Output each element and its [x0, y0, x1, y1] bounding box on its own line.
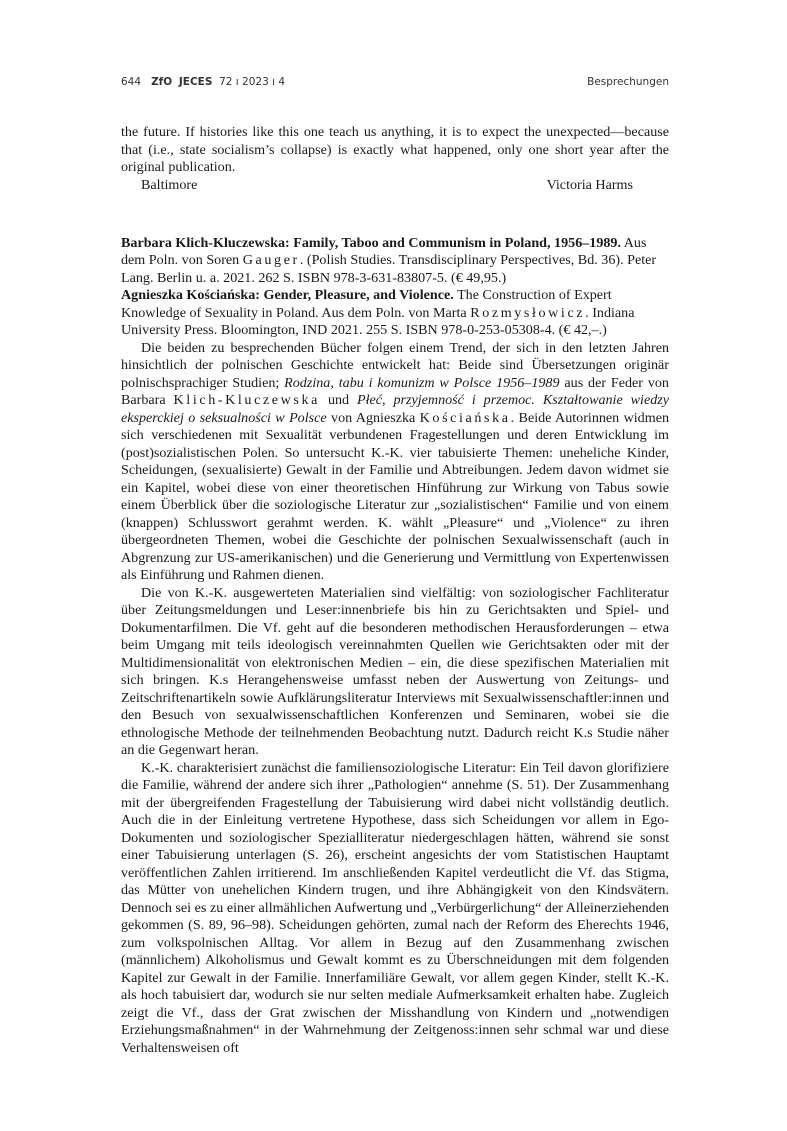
- page-number: 644: [121, 76, 142, 88]
- section-gap: [121, 195, 669, 235]
- paragraph-1-text-c: und: [327, 392, 350, 408]
- author-name-2: Kościańska: [419, 409, 511, 426]
- signoff-reviewer: Victoria Harms: [546, 176, 633, 193]
- book-entry-2: [121, 287, 669, 340]
- previous-review-signoff: [121, 177, 669, 195]
- book-1-title: Barbara Klich-Kluczewska: Family, Taboo and Communism in Poland, 1956–1989.: [121, 234, 621, 251]
- section-title: Besprechungen: [587, 76, 669, 88]
- book-2-subtitle: The Construction of Expert Knowledge of Sexuality in Poland. Aus dem Poln. von Marta: [121, 287, 612, 321]
- journal-name: JECES: [178, 76, 213, 88]
- book-2-translator: Rozmysłowicz: [470, 304, 586, 321]
- book-1-details: . (Polish Studies. Transdisciplinary Perspectives, Bd. 36). Peter Lang. Berlin u. a. 2021. 262 S. ISBN 978-3-631-83807-5. (€ 49,95.): [121, 252, 657, 286]
- review-body: [121, 124, 669, 1057]
- paragraph-1-text-e: . Beide Autorinnen widmen sich verschiedenen mit Sexualität verbundenen Fragestellungen und deren Entwicklung im (post)sozialistischen Polen. So untersucht K.-K. vier tabuisierte Themen: uneheliche Kinder, Scheidungen, (sexualisierte) Gewalt in der Familie und Abtreibungen. Jedem davon widmet sie ein Kapitel, wobei diese von einer theoretischen Hinführung zur Wirkung von Tabus sowie einem Überblick über die soziologische Literatur zur „sozialistischen“ Familie und von einem (knappen) Schlusswort gerahmt werden. K. wählt „Pleasure“ und „Violence“ zu ihren übergeordneten Themen, wobei die Geschichte der polnischen Sexualwissenschaft (auch in Abgrenzung zur US-amerikanischen) und die Generierung und Vermittlung von Expertenwissen als Einführung und Rahmen dienen.: [121, 409, 669, 583]
- paragraph-1-text-d: von Agnieszka: [331, 409, 416, 426]
- author-name-1: Klich-Kluczewska: [173, 392, 321, 408]
- header-left: [121, 76, 285, 88]
- journal-abbr: ZfO: [151, 76, 173, 88]
- book-2-details: . Indiana University Press. Bloomington, IND 2021. 255 S. ISBN 978-0-253-05308-4. (€ 42,–.): [121, 304, 635, 338]
- book-2-title: Agnieszka Kościańska: Gender, Pleasure, and Violence.: [121, 287, 454, 303]
- paragraph-1-text-a: Die beiden zu besprechenden Bücher folgen einem Trend, der sich in den letzten Jahren hinsichtlich der polnischen Geschichte entwickelt hat: Beide sind Übersetzungen originär polnischsprachiger Studien;: [121, 339, 669, 391]
- book-1-translator-prefix: Aus dem Poln. von Soren: [121, 234, 647, 268]
- running-header: [121, 76, 669, 90]
- polish-title-1: Rodzina, tabu i komunizm w Polsce 1956–1989: [284, 374, 560, 391]
- signoff-place: Baltimore: [141, 176, 198, 193]
- previous-review-closing: the future. If histories like this one teach us anything, it is to expect the unexpected—because that (i.e., state socialism’s collapse) is exactly what happened, only one short year after the original publication.: [121, 124, 669, 175]
- review-paragraph-2: Die von K.-K. ausgewerteten Materialien sind vielfältig: von soziologischer Fachliteratur über Zeitungsmeldungen und Leser:innenbriefe bis hin zu Gerichtsakten und Spiel- und Dokumentarfilmen. Die Vf. geht auf die besonderen methodischen Herausforderungen – etwa beim Umgang mit teils ideologisch vereinnahmten Quellen wie Gerichtsakten oder mit der Multidimensionalität von elektronischen Medien – ein, die diese spezifischen Materialien mit sich bringen. K.s Herangehensweise umfasst neben der Auswertung von Zeitungs- und Zeitschriftenartikeln sowie Aufklärungsliteratur Interviews mit Sexualwissenschaftler:innen und den Besuch von sexualwissenschaftlichen Konferenzen und Seminaren, wobei sie die ethnologische Methode der teilnehmenden Beobachtung nutzt. Dadurch reicht K.s Studie näher an die Gegenwart heran.: [121, 584, 669, 758]
- review-paragraph-3: K.-K. charakterisiert zunächst die familiensoziologische Literatur: Ein Teil davon glorifiziere die Familie, während der andere sich ihrer „Pathologien“ annehme (S. 51). Der Zusammenhang mit der übergreifenden Fragestellung der Tabuisierung wird dabei nicht vollständig deutlich. Auch die in der Einleitung vertretene Hypothese, dass sich Scheidungen vor allem in Ego-Dokumenten und soziologischer Spezialliteratur niedergeschlagen hätten, während sie sonst einer Tabuisierung unterlagen (S. 26), erscheint angesichts der vom Statistischen Hauptamt veröffentlichen Zahlen irritierend. Im anschließenden Kapitel verdeutlicht die Vf. das Stigma, das Mütter von unehelichen Kindern trugen, und ihre Abhängigkeit von den Kindsvätern. Dennoch sei es zu einer allmählichen Aufwertung und „Verbürgerlichung“ der Alleinerziehenden gekommen (S. 89, 96–98). Scheidungen gehörten, zumal nach der Reform des Eherechts 1946, zum volkspolnischen Alltag. Vor allem in Bezug auf den Zusammenhang zwischen (männlichem) Alkoholismus und Gewalt kommt es zu Überschneidungen mit dem folgenden Kapitel zur Gewalt in der Familie. Innerfamiliäre Gewalt, vor allem gegen Kinder, stellt K.-K. als hoch tabuisiert dar, wodurch sie nur selten mediale Aufmerksamkeit erhalten habe. Zugleich zeigt die Vf., dass der Grat zwischen der Misshandlung von Kindern und „notwendigen Erziehungsmaßnahmen“ in der Wahrnehmung der Zeitgenoss:innen sehr schmal war und diese Verhaltensweisen oft: [121, 759, 669, 1056]
- polish-title-2: Płeć, przyjemność i przemoc. Kształtowanie wiedzy eksperckiej o seksualności w Polsce: [121, 392, 670, 426]
- book-entry-1: [121, 235, 669, 288]
- review-paragraph-1: [121, 340, 669, 585]
- paragraph-1-text-b: aus der Feder von Barbara: [121, 374, 669, 408]
- issue-info: 72 ı 2023 ı 4: [219, 76, 286, 88]
- book-1-translator: Gauger: [242, 252, 300, 268]
